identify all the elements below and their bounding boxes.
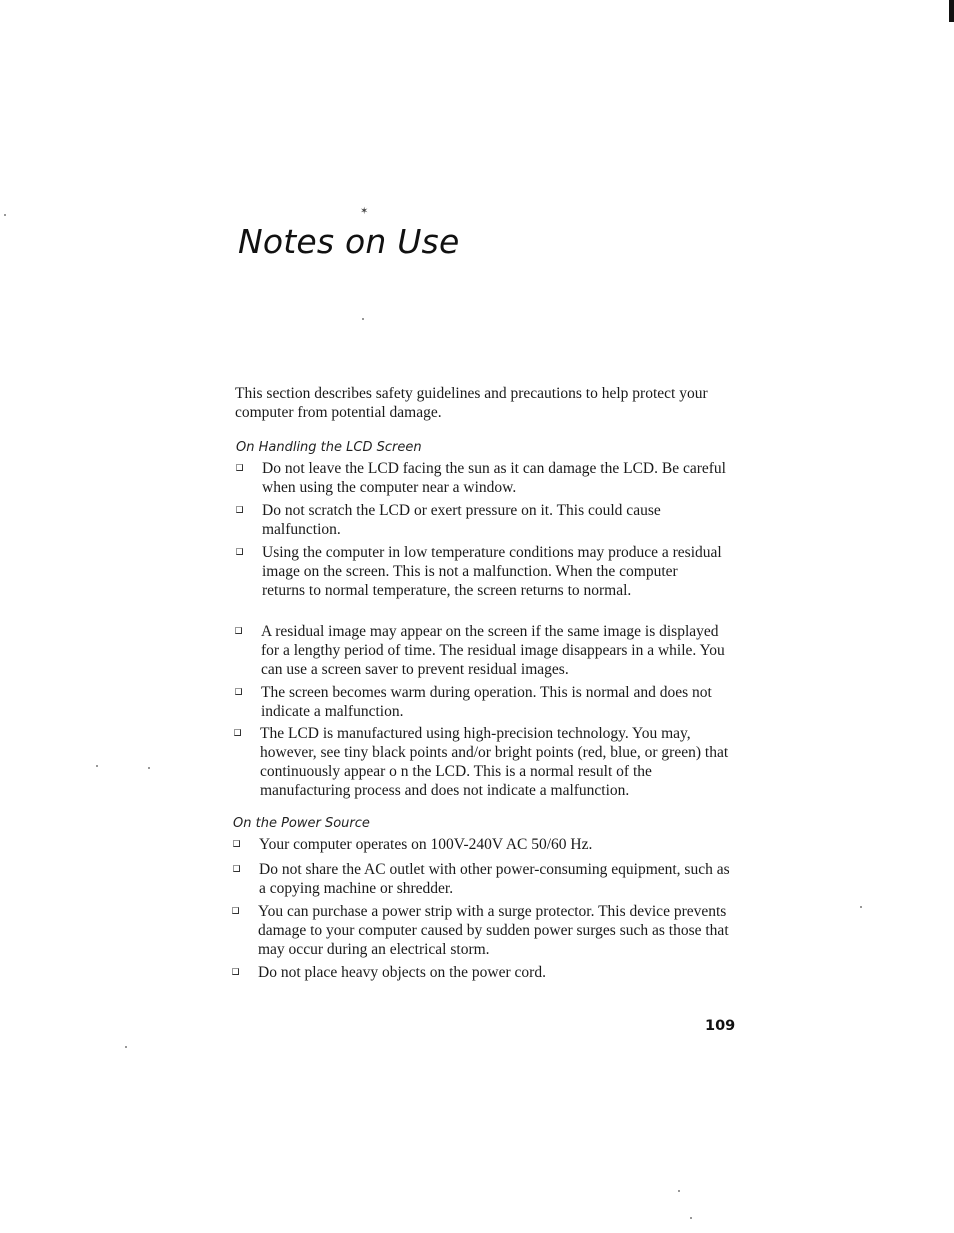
list-item: The screen becomes warm during operation. This is normal and does not indicate a malfunction.	[261, 684, 712, 720]
checkbox-icon	[236, 464, 243, 471]
list-item: Do not place heavy objects on the power cord.	[258, 964, 546, 981]
checkbox-icon	[233, 840, 240, 847]
checkbox-icon	[232, 907, 239, 914]
list-item: Using the computer in low temperature conditions may produce a residual image on the screen. This is not a malfunction. When the computer returns to normal temperature, the screen returns to normal.	[262, 544, 722, 599]
checkbox-icon	[232, 968, 239, 975]
checkbox-icon	[233, 865, 240, 872]
section-heading-lcd: On Handling the LCD Screen	[236, 440, 422, 455]
list-item: The LCD is manufactured using high-precision technology. You may, however, see tiny black points and/or bright points (red, blue, or green) that continuously appear o n the LCD. This is a normal result of the manufacturing process and does not indicate a malfunction.	[260, 725, 729, 799]
intro-paragraph: This section describes safety guidelines and precautions to help protect your computer from potential damage.	[235, 385, 708, 421]
checkbox-icon	[236, 548, 243, 555]
scan-speck	[678, 1190, 680, 1192]
list-item: Do not share the AC outlet with other power-consuming equipment, such as a copying machine or shredder.	[259, 861, 730, 897]
page-title: Notes on Use	[238, 222, 460, 261]
scan-speck	[690, 1217, 692, 1219]
list-item: Do not leave the LCD facing the sun as it can damage the LCD. Be careful when using the computer near a window.	[262, 460, 726, 496]
list-item: A residual image may appear on the screen if the same image is displayed for a lengthy period of time. The residual image disappears in a while. You can use a screen saver to prevent residual images.	[261, 623, 725, 678]
list-item: You can purchase a power strip with a surge protector. This device prevents damage to your computer caused by sudden power surges such as those that may occur during an electrical storm.	[258, 903, 729, 958]
scan-speck	[148, 767, 150, 769]
scan-edge-mark	[949, 0, 954, 22]
list-item: Your computer operates on 100V-240V AC 50/60 Hz.	[259, 836, 593, 853]
checkbox-icon	[234, 729, 241, 736]
checkbox-icon	[236, 506, 243, 513]
scan-artifact-icon: ✶	[360, 206, 369, 217]
checkbox-icon	[235, 688, 242, 695]
list-item: Do not scratch the LCD or exert pressure on it. This could cause malfunction.	[262, 502, 661, 538]
scan-speck	[362, 318, 364, 320]
scan-speck	[125, 1046, 127, 1048]
scan-speck	[860, 906, 862, 908]
page-number: 109	[705, 1018, 736, 1034]
scan-speck	[4, 214, 6, 216]
checkbox-icon	[235, 627, 242, 634]
section-heading-power: On the Power Source	[233, 816, 370, 831]
scan-speck	[96, 765, 98, 767]
